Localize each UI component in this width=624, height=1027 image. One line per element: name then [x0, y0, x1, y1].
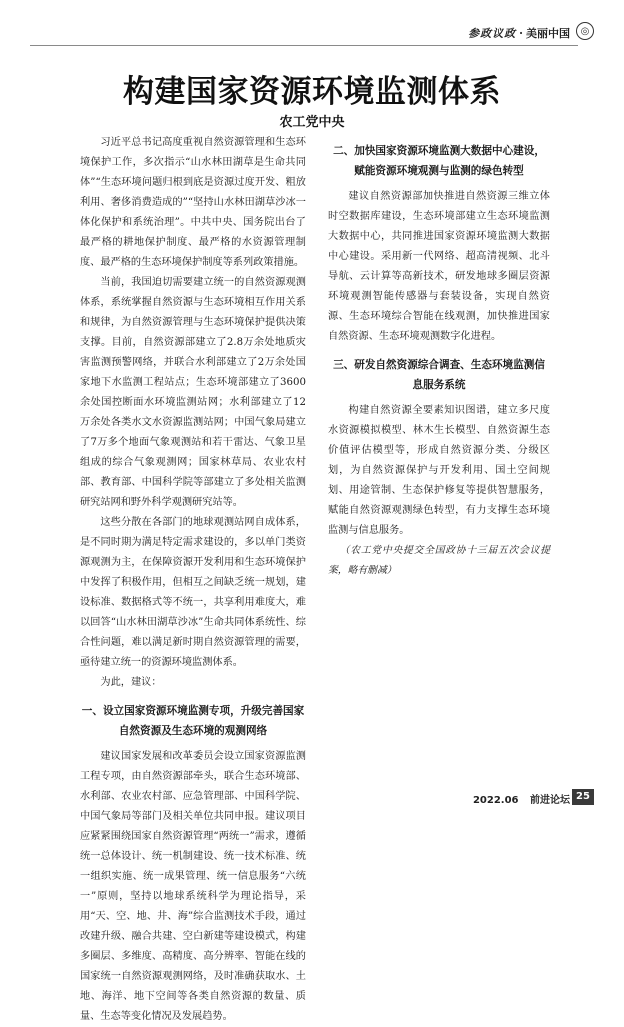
- header-column-label: [468, 25, 570, 41]
- left-column: [80, 133, 306, 1027]
- page-number: 25: [572, 789, 594, 805]
- article-title: 构建国家资源环境监测体系: [123, 74, 501, 110]
- header-brand: 美丽中国: [526, 27, 570, 40]
- section-3-paragraph: 构建自然资源全要素知识图谱，建立多尺度水资源模拟模型、林木生长模型、自然资源生态价值评估模型等，形成自然资源分类、分级区划，为自然资源保护与开发利用、国土空间规划、用途管制、生态保护修复等提供智慧服务，赋能自然资源观测绿色转型，有力支撑生态环境监测与信息服务。: [328, 405, 550, 536]
- paragraph: 为此，建议：: [100, 677, 162, 688]
- header-column-name: 参政议政: [468, 27, 517, 40]
- header-divider: [30, 45, 578, 46]
- source-note: （农工党中央提交全国政协十三届五次会议提案，略有删减）: [328, 545, 550, 576]
- paragraph: 习近平总书记高度重视自然资源管理和生态环境保护工作，多次指示“山水林田湖草是生命共同体”“生态环境问题归根到底是资源过度开发、粗放利用、奢侈消费造成的”“坚持山水林田湖草沙冰一体化保护和系统治理”。中共中央、国务院出台了最严格的耕地保护制度、最严格的水资源管理制度、最严格的生态环境保护制度等系列政策措施。: [80, 137, 306, 268]
- issue-date: 2022.06: [472, 795, 519, 806]
- paragraph: 这些分散在各部门的地球观测站网自成体系，是不同时期为满足特定需求建设的，多以单门类资源观测为主，在保障资源开发利用和生态环境保护中发挥了积极作用，但相互之间缺乏统一规划，建设标准、数据格式等不统一，共享利用难度大，难以回答“山水林田湖草沙冰”生命共同体系统性、综合性问题，难以满足新时期自然资源管理的需要，亟待建立统一的资源环境监测体系。: [80, 517, 306, 668]
- right-column: [328, 133, 550, 581]
- section-2-paragraph: 建议自然资源部加快推进自然资源三维立体时空数据库建设，生态环境部建立生态环境监测大数据中心，共同推进国家资源环境监测大数据中心建设。采用新一代网络、超高清视频、北斗导航、云计算等高新技术，研发地球多圈层资源环境观测智能传感器与套装设备，实现自然资源、生态环境综合智能在线观测，加快推进国家自然资源、生态环境观测数字化进程。: [328, 191, 550, 342]
- brand-logo-icon: ◎: [576, 22, 594, 40]
- article-author: 农工党中央: [279, 115, 345, 130]
- page-header: [0, 18, 624, 48]
- section-1-paragraph: 建议国家发展和改革委员会设立国家资源监测工程专项，由自然资源部牵头，联合生态环境部、水利部、农业农村部、应急管理部、中国科学院、中国气象局等部门及相关单位共同申报。建议项目应紧紧围绕国家自然资源管理“两统一”需求，遵循统一总体设计、统一机制建设、统一技术标准、统一组织实施、统一成果管理、统一信息服务“六统一”原则，坚持以地球系统科学为理论指导，采用“天、空、地、井、海”综合监测技术手段，通过改建升级、融合共建、空白新建等建设模式，构建多圈层、多维度、高精度、高分辨率、智能在线的国家统一自然资源观测网络，及时准确获取水、土地、海洋、地下空间等各类自然资源的数量、质量、生态等变化情况及发展趋势。: [80, 751, 306, 1022]
- page-footer: [473, 791, 570, 806]
- section-3-heading: 三、研发自然资源综合调查、生态环境监测信息服务系统: [333, 359, 545, 391]
- paragraph: 当前，我国迫切需要建立统一的自然资源观测体系，系统掌握自然资源与生态环境相互作用关系和规律，为自然资源管理与生态环境保护提供决策支撑。目前，自然资源部建立了2.8万余处地质灾害监测预警网络，并联合水利部建立了2万余处国家地下水监测工程站点；生态环境部建立了3600余处国控断面水环境监测站网；水利部建立了12万余处各类水文水资源监测站网；中国气象局建立了7万多个地面气象观测站和若干雷达、气象卫星组成的综合气象观测网；国家林草局、农业农村部、教育部、中国科学院等部建立了多处相关监测研究站网和野外科学观测研究站等。: [80, 277, 306, 508]
- header-separator: ·: [519, 27, 523, 40]
- section-2-heading: 二、加快国家资源环境监测大数据中心建设，赋能资源环境观测与监测的绿色转型: [333, 145, 545, 177]
- section-1-heading: 一、设立国家资源环境监测专项，升级完善国家自然资源及生态环境的观测网络: [81, 705, 305, 737]
- journal-name: 前进论坛: [530, 795, 570, 806]
